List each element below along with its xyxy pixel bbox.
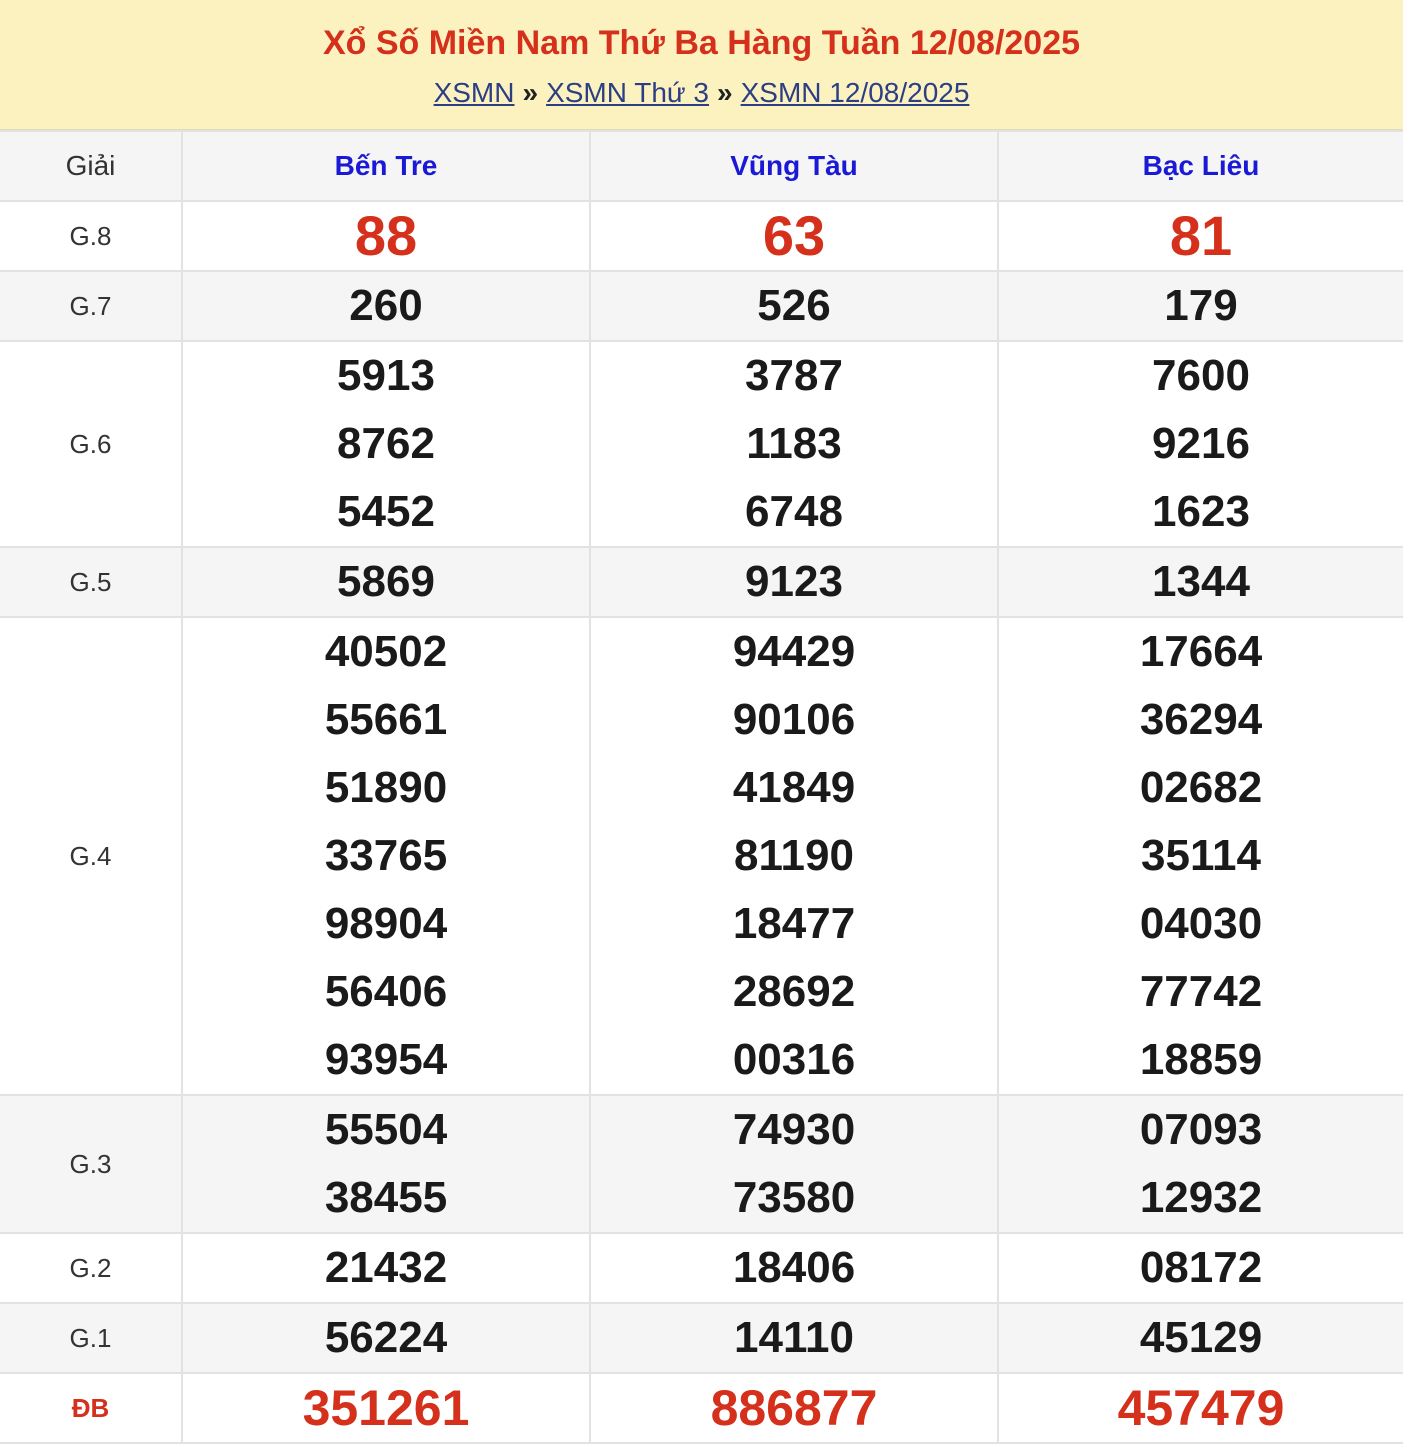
breadcrumb-separator: » — [717, 77, 733, 108]
result-number: 21432 — [324, 1243, 448, 1292]
province-header-ben-tre[interactable]: Bến Tre — [182, 131, 590, 201]
result-cell — [182, 201, 590, 271]
table-row — [0, 1303, 1403, 1373]
result-cell — [590, 341, 998, 547]
result-number: 1344 — [1152, 557, 1250, 606]
result-cell — [182, 1373, 590, 1443]
prize-label: G.8 — [0, 201, 182, 271]
result-cell — [998, 617, 1403, 1095]
result-number: 00316 — [732, 1035, 856, 1084]
result-number: 7600 — [1152, 351, 1250, 400]
result-number: 90106 — [732, 695, 856, 744]
result-number: 81190 — [734, 831, 854, 880]
result-number: 08172 — [1139, 1243, 1263, 1292]
breadcrumb-link-xsmn[interactable]: XSMN — [433, 77, 515, 108]
result-cell — [590, 1303, 998, 1373]
result-cell — [590, 1095, 998, 1233]
breadcrumb-link-xsmn-thu-3[interactable]: XSMN Thứ 3 — [546, 77, 710, 108]
table-row — [0, 1095, 1403, 1233]
table-row — [0, 617, 1403, 1095]
result-number: 63 — [762, 204, 826, 267]
page-title: Xổ Số Miền Nam Thứ Ba Hàng Tuần 12/08/2025 — [322, 24, 1081, 62]
result-number: 33765 — [324, 831, 448, 880]
table-header-row — [0, 131, 1403, 201]
prize-label: G.4 — [0, 617, 182, 1095]
prize-label: G.6 — [0, 341, 182, 547]
breadcrumb-link-xsmn-date[interactable]: XSMN 12/08/2025 — [740, 77, 970, 108]
result-number: 9216 — [1152, 419, 1250, 468]
result-cell — [590, 617, 998, 1095]
table-row — [0, 201, 1403, 271]
result-cell — [998, 547, 1403, 617]
table-row — [0, 341, 1403, 547]
result-cell — [182, 617, 590, 1095]
result-number: 14110 — [734, 1313, 854, 1362]
prize-label: G.7 — [0, 271, 182, 341]
result-number: 07093 — [1139, 1105, 1263, 1154]
result-cell — [998, 1233, 1403, 1303]
result-number: 6748 — [745, 487, 843, 536]
special-prize-number: 457479 — [1117, 1380, 1285, 1436]
result-cell — [998, 201, 1403, 271]
breadcrumb — [0, 76, 1403, 110]
special-prize-number: 351261 — [302, 1380, 470, 1436]
result-number: 3787 — [745, 351, 843, 400]
result-number: 18859 — [1139, 1035, 1263, 1084]
breadcrumb-separator: » — [522, 77, 539, 108]
result-number: 77742 — [1139, 967, 1263, 1016]
result-number: 04030 — [1139, 899, 1263, 948]
result-cell — [182, 271, 590, 341]
result-cell — [182, 1233, 590, 1303]
prize-label: G.3 — [0, 1095, 182, 1233]
result-number: 88 — [354, 204, 418, 267]
result-number: 02682 — [1139, 763, 1263, 812]
result-number: 73580 — [732, 1173, 856, 1222]
results-table — [0, 130, 1403, 1444]
result-cell — [998, 1373, 1403, 1443]
table-row — [0, 1373, 1403, 1443]
province-header-vung-tau[interactable]: Vũng Tàu — [590, 131, 998, 201]
result-number: 5452 — [337, 487, 435, 536]
province-header-bac-lieu[interactable]: Bạc Liêu — [998, 131, 1403, 201]
prize-column-header: Giải — [0, 131, 182, 201]
result-number: 17664 — [1139, 627, 1263, 676]
result-number: 5913 — [337, 351, 435, 400]
result-number: 8762 — [337, 419, 435, 468]
result-number: 12932 — [1139, 1173, 1263, 1222]
table-row — [0, 1233, 1403, 1303]
result-cell — [590, 201, 998, 271]
result-cell — [998, 271, 1403, 341]
results-body — [0, 201, 1403, 1443]
result-number: 81 — [1169, 204, 1233, 267]
result-number: 74930 — [732, 1105, 856, 1154]
result-number: 1183 — [746, 419, 842, 468]
result-number: 45129 — [1139, 1313, 1263, 1362]
result-number: 38455 — [324, 1173, 448, 1222]
table-row — [0, 547, 1403, 617]
result-number: 94429 — [732, 627, 856, 676]
result-number: 93954 — [324, 1035, 448, 1084]
result-number: 55661 — [324, 695, 448, 744]
prize-label: G.1 — [0, 1303, 182, 1373]
result-number: 40502 — [324, 627, 448, 676]
result-cell — [590, 1233, 998, 1303]
result-number: 5869 — [337, 557, 435, 606]
result-cell — [590, 1373, 998, 1443]
result-number: 51890 — [324, 763, 448, 812]
result-number: 18406 — [732, 1243, 856, 1292]
result-cell — [998, 1303, 1403, 1373]
result-number: 35114 — [1141, 831, 1261, 880]
result-number: 1623 — [1152, 487, 1250, 536]
result-number: 260 — [349, 281, 423, 330]
result-number: 36294 — [1139, 695, 1263, 744]
result-number: 56406 — [324, 967, 448, 1016]
result-number: 9123 — [745, 557, 843, 606]
result-cell — [590, 271, 998, 341]
table-row — [0, 271, 1403, 341]
result-number: 28692 — [732, 967, 856, 1016]
result-cell — [182, 547, 590, 617]
result-cell — [182, 1095, 590, 1233]
result-number: 98904 — [324, 899, 448, 948]
result-number: 526 — [757, 281, 831, 330]
result-cell — [182, 341, 590, 547]
result-cell — [182, 1303, 590, 1373]
page-header — [0, 0, 1403, 130]
special-prize-number: 886877 — [710, 1380, 878, 1436]
prize-label: G.2 — [0, 1233, 182, 1303]
prize-label: G.5 — [0, 547, 182, 617]
result-number: 55504 — [324, 1105, 448, 1154]
result-number: 179 — [1164, 281, 1238, 330]
result-number: 41849 — [732, 763, 856, 812]
prize-label: ĐB — [0, 1373, 182, 1443]
result-cell — [590, 547, 998, 617]
result-cell — [998, 1095, 1403, 1233]
result-cell — [998, 341, 1403, 547]
result-number: 18477 — [732, 899, 856, 948]
result-number: 56224 — [324, 1313, 448, 1362]
